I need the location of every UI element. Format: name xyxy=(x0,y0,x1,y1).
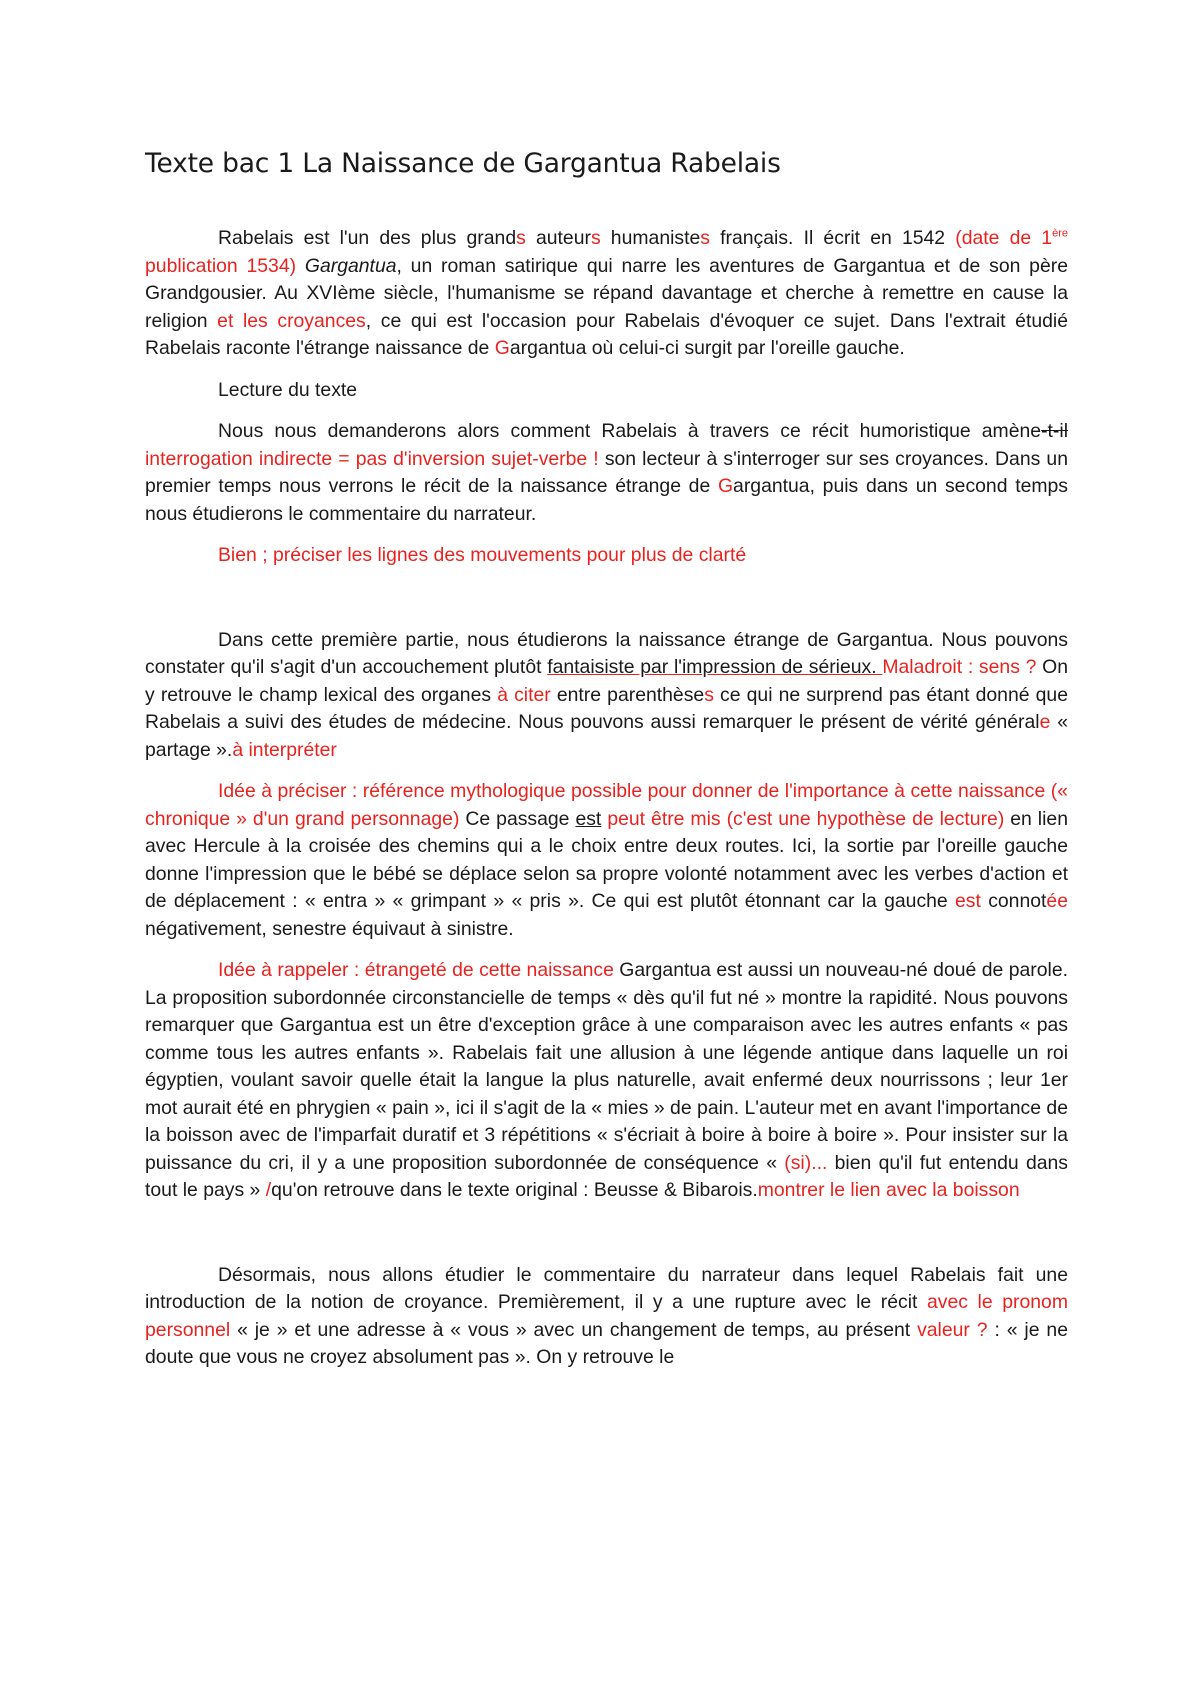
text-run: argantua, puis dans un second temps nous étudierons le commentaire du narrateur. xyxy=(145,475,1068,525)
text-run: français. Il écrit en 1542 xyxy=(709,227,956,249)
correction-mark: e xyxy=(1039,711,1051,733)
intro-paragraph xyxy=(145,225,1068,363)
part1-paragraph-3 xyxy=(145,957,1068,1205)
text-run: Nous nous demanderons alors comment Rabelais à travers ce récit humoristique amène xyxy=(218,420,1042,442)
text-run: Désormais, nous allons étudier le commentaire du narrateur dans lequel Rabelais fait une introduction de la notion de croyance. Premièrement, il y a une rupture avec le récit xyxy=(145,1263,1068,1313)
teacher-comment: peut être mis (c'est une hypothèse de lecture) xyxy=(607,807,1005,830)
text-run: , un roman satirique qui narre les aventures de Gargantua et de son père Grandgousier. Au XVIème siècle, l'humanisme se répand davantage et cherche à remettre en cause la religion xyxy=(145,254,1068,332)
correction-mark: G xyxy=(494,337,510,359)
lecture-line: Lecture du texte xyxy=(218,378,358,401)
text-run: Ce passage xyxy=(459,807,576,830)
text-run: « partage ». xyxy=(145,711,1068,761)
correction-mark: s xyxy=(700,227,710,249)
correction-mark: / xyxy=(265,1179,272,1201)
text-run: bien qu'il fut entendu dans tout le pays » xyxy=(145,1151,1069,1201)
spacer xyxy=(145,1219,1068,1262)
teacher-comment: Idée à préciser : référence mythologique possible pour donner de l'importance à cette naissance (« chronique » d'un grand personnage) xyxy=(145,780,1068,830)
text-run: On y retrouve le champ lexical des organes xyxy=(145,656,1068,706)
superscript: ère xyxy=(1052,227,1069,240)
correction-mark: G xyxy=(717,475,734,497)
text-run: auteur xyxy=(525,227,591,249)
problematique-paragraph xyxy=(145,418,1068,528)
correction-mark: est xyxy=(955,890,981,912)
text-run: « je » et une adresse à « vous » avec un changement de temps, au présent xyxy=(230,1318,918,1341)
teacher-comment: à interpréter xyxy=(232,738,337,761)
correction-mark: s xyxy=(590,227,601,249)
teacher-comment: Maladroit : sens ? xyxy=(882,656,1043,678)
teacher-comment: avec le pronom personnel xyxy=(145,1291,1068,1341)
correction-mark: s xyxy=(516,227,526,249)
text-run: son lecteur à s'interroger sur ses croyances. Dans un premier temps nous verrons le récit de la naissance étrange de xyxy=(145,447,1068,497)
teacher-comment: (si)... xyxy=(784,1151,828,1174)
document-title: Texte bac 1 La Naissance de Gargantua Rabelais xyxy=(145,148,781,179)
part2-paragraph-1 xyxy=(145,1262,1068,1372)
teacher-comment: à citer xyxy=(497,683,551,706)
part1-paragraph-1 xyxy=(145,627,1068,765)
text-run: Dans cette première partie, nous étudierons la naissance étrange de Gargantua. Nous pouvons constater qu'il s'agit d'un accouchement plutôt xyxy=(145,628,1068,678)
underlined-text: est xyxy=(575,807,602,830)
teacher-comment: publication 1534) xyxy=(145,254,305,277)
book-title: Gargantua xyxy=(304,254,397,277)
text-run: entre parenthèse xyxy=(550,683,705,706)
text-run: ce qui ne surprend pas étant donné que Rabelais a suivi des études de médecine. Nous pouvons aussi remarquer le présent de vérité général xyxy=(145,683,1068,733)
teacher-comment: valeur ? xyxy=(917,1318,988,1341)
teacher-comment: (date de 1 xyxy=(955,227,1053,249)
teacher-comment: et les croyances xyxy=(217,309,366,332)
strikethrough-text: -t-il xyxy=(1041,420,1068,442)
teacher-comment: Idée à rappeler : étrangeté de cette naissance xyxy=(218,959,614,981)
text-run: qu'on retrouve dans le texte original : Beusse & Bibarois. xyxy=(271,1179,758,1201)
teacher-comment: montrer le lien avec la boisson xyxy=(757,1179,1020,1201)
teacher-comment: interrogation indirecte = pas d'inversion sujet-verbe ! xyxy=(145,447,605,470)
text-run: : « je ne doute que vous ne croyez absolument pas ». On y retrouve le xyxy=(145,1318,1068,1368)
text-run: connot xyxy=(980,890,1047,912)
text-run: humaniste xyxy=(600,227,701,249)
correction-mark: s xyxy=(704,683,714,706)
part1-paragraph-2 xyxy=(145,778,1068,943)
text-run: , ce qui est l'occasion pour Rabelais d'évoquer ce sujet. Dans l'extrait étudié Rabelais raconte l'étrange naissance de xyxy=(145,309,1069,359)
text-run: en lien avec Hercule à la croisée des chemins qui a le choix entre deux routes. Ici, la sortie par l'oreille gauche donne l'impression que le bébé se déplace selon sa propre volonté notamment avec les verbes d'action et de déplacement : « entra » « grimpant » « pris ». Ce qui est plutôt étonnant car la gauche xyxy=(145,807,1068,912)
teacher-comment-line: Bien ; préciser les lignes des mouvements pour plus de clarté xyxy=(218,544,747,566)
correction-mark: ée xyxy=(1046,890,1068,912)
underlined-text: fantaisiste par l'impression de sérieux. xyxy=(547,656,883,678)
text-run: négativement, senestre équivaut à sinistre. xyxy=(145,917,514,940)
text-run: Rabelais est l'un des plus grand xyxy=(218,227,517,249)
text-run: argantua où celui-ci surgit par l'oreille gauche. xyxy=(509,337,905,359)
spacer xyxy=(145,584,1068,627)
text-run: Gargantua est aussi un nouveau-né doué de parole. La proposition subordonnée circonstancielle de temps « dès qu'il fut né » montre la rapidité. Nous pouvons remarquer que Gargantua est un être d'exception grâce à une comparaison avec les autres enfants « pas comme tous les autres enfants ». Rabelais fait une allusion à une légende antique dans laquelle un roi égyptien, voulant savoir quelle était la langue la plus naturelle, avait enfermé deux nourrissons ; leur 1er mot aurait été en phrygien « pain », ici il s'agit de la « mies » de pain. L'auteur met en avant l'importance de la boisson avec de l'imparfait duratif et 3 répétitions « s'écriait à boire à boire à boire ». Pour insister sur la puissance du cri, il y a une proposition subordonnée de conséquence « xyxy=(145,959,1069,1174)
